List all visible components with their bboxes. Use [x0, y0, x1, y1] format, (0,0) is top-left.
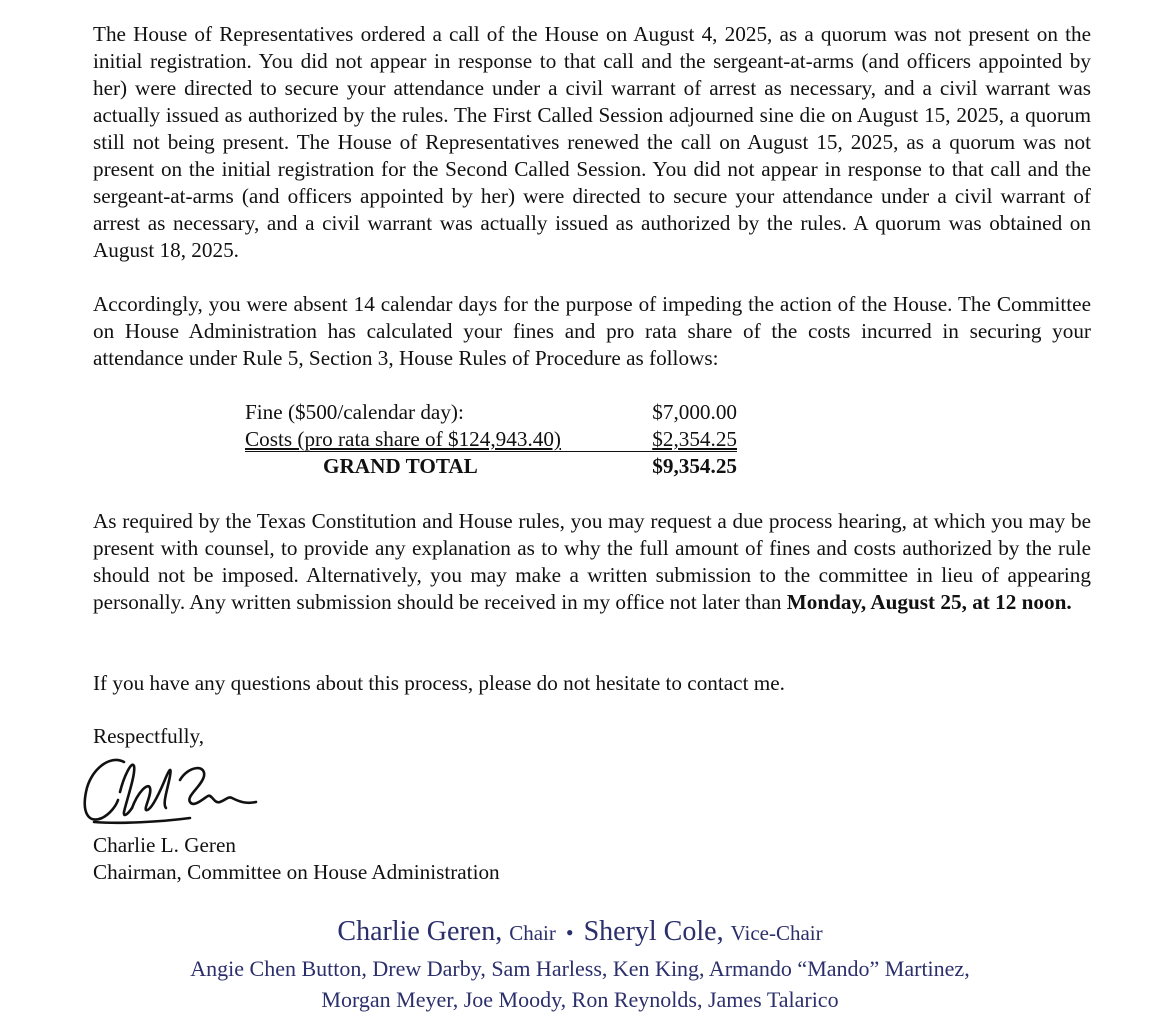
- committee-members-line-2: Morgan Meyer, Joe Moody, Ron Reynolds, James Talarico: [321, 987, 839, 1012]
- chair-name: Charlie Geren,: [337, 916, 503, 947]
- paragraph-contact: If you have any questions about this process, please do not hesitate to contact me.: [93, 671, 785, 695]
- fine-row: [245, 399, 737, 426]
- grand-total-amount: $9,354.25: [652, 454, 737, 478]
- signer-title: Chairman, Committee on House Administration: [93, 860, 500, 884]
- committee-footer: [0, 912, 1160, 1015]
- fine-label: Fine ($500/calendar day):: [245, 400, 464, 424]
- chair-role: Chair: [509, 921, 556, 945]
- costs-amount: $2,354.25: [652, 427, 737, 451]
- costs-row: [245, 426, 737, 453]
- paragraph-due-process: [93, 508, 1091, 616]
- vice-chair-name: Sheryl Cole,: [583, 916, 724, 947]
- vice-chair-role: Vice-Chair: [730, 921, 823, 945]
- grand-total-label: GRAND TOTAL: [323, 454, 478, 478]
- due-process-text: As required by the Texas Constitution and House rules, you may request a due process hearing, at which you may be present with counsel, to provide any explanation as to why the full amount of fines and costs authorized by the rule should not be imposed. Alternatively, you may make a written submission to the committee in lieu of appearing personally. Any written submission should be received in my office not later than: [93, 509, 1091, 614]
- paragraph-call-of-house: The House of Representatives ordered a call of the House on August 4, 2025, as a quorum was not present on the initial registration. You did not appear in response to that call and the sergeant-at-arms (and officers appointed by her) were directed to secure your attendance under a civil warrant of arrest as necessary, and a civil warrant was actually issued as authorized by the rules. The First Called Session adjourned sine die on August 15, 2025, a quorum still not being present. The House of Representatives renewed the call on August 15, 2025, as a quorum was not present on the initial registration for the Second Called Session. You did not appear in response to that call and the sergeant-at-arms (and officers appointed by her) were directed to secure your attendance under a civil warrant of arrest as necessary, and a civil warrant was actually issued as authorized by the rules. A quorum was obtained on August 18, 2025.: [93, 22, 1091, 262]
- bullet-separator: •: [565, 920, 574, 945]
- closing-salutation: Respectfully,: [93, 724, 205, 748]
- fees-table: [245, 399, 737, 480]
- signer-block: [93, 832, 500, 886]
- paragraph-absence-summary: Accordingly, you were absent 14 calendar days for the purpose of impeding the action of the House. The Committee on House Administration has calculated your fines and pro rata share of the costs incurred in securing your attendance under Rule 5, Section 3, House Rules of Procedure as follows:: [93, 292, 1091, 370]
- fine-amount: $7,000.00: [652, 400, 737, 424]
- costs-label: Costs (pro rata share of $124,943.40): [245, 427, 561, 451]
- handwritten-signature: [80, 752, 270, 834]
- signer-name: Charlie L. Geren: [93, 833, 236, 857]
- committee-members-line-1: Angie Chen Button, Drew Darby, Sam Harless, Ken King, Armando “Mando” Martinez,: [190, 956, 970, 981]
- grand-total-row: [245, 453, 737, 480]
- total-divider: [245, 451, 737, 452]
- deadline-text: Monday, August 25, at 12 noon.: [786, 590, 1072, 614]
- committee-leadership: [0, 912, 1160, 953]
